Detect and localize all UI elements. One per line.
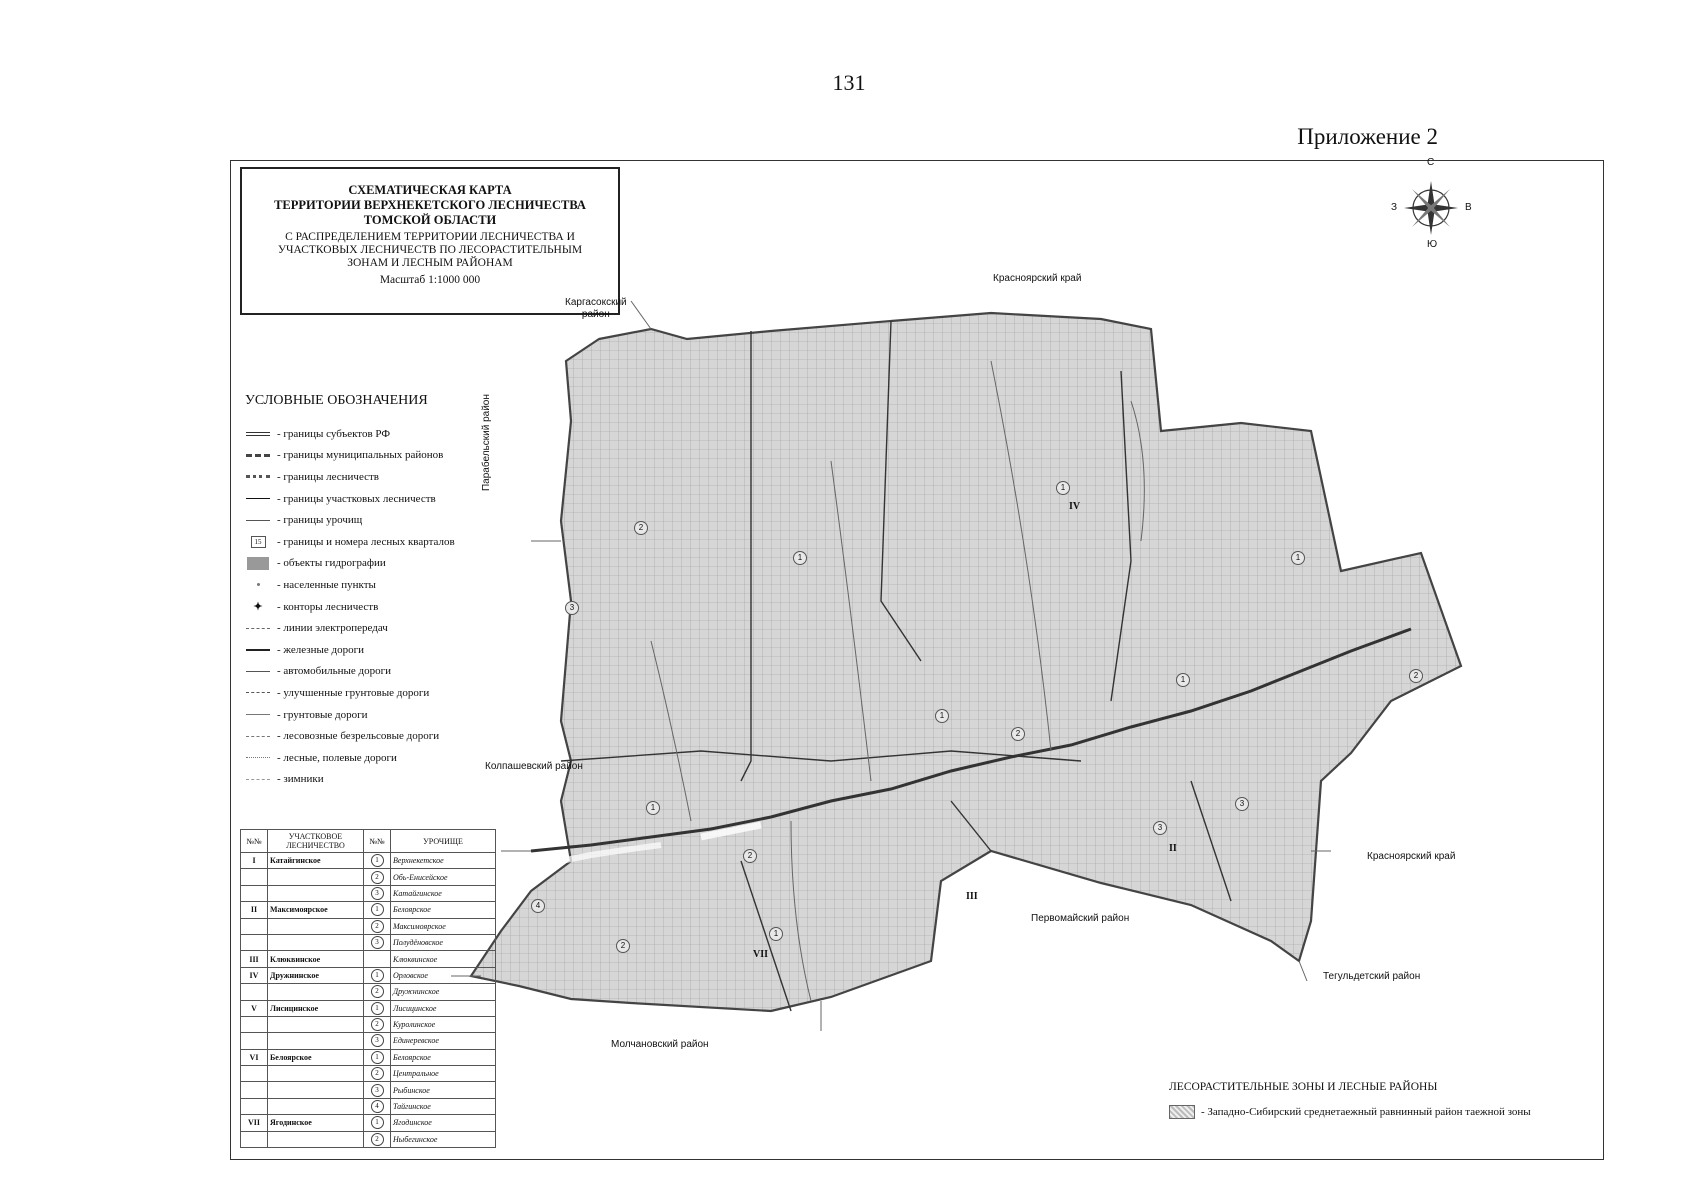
- legend-item: [245, 574, 455, 596]
- label-krasnoyarsk-top: Красноярский край: [993, 273, 1082, 284]
- label-tegul: Тегульдетский район: [1323, 971, 1421, 982]
- legend-item-label: - границы субъектов РФ: [277, 427, 391, 440]
- tract-number: 2: [371, 1067, 384, 1080]
- tract-marker: 1: [793, 551, 807, 565]
- tract-name: Ныбегинское: [391, 1131, 496, 1147]
- legend-item-label: - автомобильные дороги: [277, 665, 392, 678]
- improved-dirt-road-line-icon: [245, 686, 271, 700]
- tract-marker: 4: [531, 899, 545, 913]
- table-row: [241, 1016, 496, 1032]
- legend-item-label: - лесовозные безрельсовые дороги: [277, 730, 440, 743]
- compass-north: С: [1427, 157, 1435, 168]
- legend-item-label: - границы урочищ: [277, 514, 363, 527]
- tract-name: Верхнекетское: [391, 853, 496, 869]
- forestry-number: V: [241, 1000, 268, 1016]
- tract-marker: 1: [1056, 481, 1070, 495]
- table-row: [241, 1049, 496, 1065]
- tract-marker: 1: [646, 801, 660, 815]
- forestry-number: [241, 869, 268, 885]
- tract-number: 3: [371, 887, 384, 900]
- tract-number: 1: [371, 854, 384, 867]
- legend-item: [245, 704, 455, 726]
- forestry-name: Клюквинское: [268, 951, 364, 967]
- legend-item: [245, 423, 455, 445]
- legend-item: [245, 596, 455, 618]
- legend-item-label: - зимники: [277, 773, 324, 786]
- forestry-number: I: [241, 853, 268, 869]
- tract-marker: 1: [1291, 551, 1305, 565]
- table-row: [241, 951, 496, 967]
- legend-item-label: - лесные, полевые дороги: [277, 751, 397, 764]
- zone-item: [1169, 1105, 1531, 1119]
- table-row: [241, 918, 496, 934]
- tract-name: Орловское: [391, 967, 496, 983]
- tract-number-cell: [364, 967, 391, 983]
- table-row: [241, 1131, 496, 1147]
- tract-number-cell: [364, 934, 391, 950]
- tract-number-cell: [364, 1016, 391, 1032]
- district-forestry-border-line-icon: [245, 492, 271, 506]
- forestry-number: VI: [241, 1049, 268, 1065]
- tract-marker: 2: [1011, 727, 1025, 741]
- legend-item: [245, 445, 455, 467]
- tract-marker: 3: [1235, 797, 1249, 811]
- tract-border-line-icon: [245, 513, 271, 527]
- tract-number-cell: [364, 1033, 391, 1049]
- forestry-name: [268, 1066, 364, 1082]
- forestry-border-line-icon: [245, 470, 271, 484]
- forestry-name: [268, 984, 364, 1000]
- tract-number: 2: [371, 871, 384, 884]
- forestry-name: [268, 1098, 364, 1114]
- tract-number: 1: [371, 969, 384, 982]
- forestry-number: [241, 1098, 268, 1114]
- label-kargasok: Каргасокский район: [565, 297, 627, 320]
- forestry-territory: [471, 313, 1461, 1011]
- dirt-road-line-icon: [245, 708, 271, 722]
- subtitle-line3: ЗОНАМ И ЛЕСНЫМ РАЙОНАМ: [347, 257, 513, 269]
- tract-number: 1: [371, 1051, 384, 1064]
- label-krasnoyarsk-right: Красноярский край: [1367, 851, 1456, 862]
- appendix-label: Приложение 2: [1297, 124, 1438, 149]
- tract-number: 1: [371, 1116, 384, 1129]
- table-row: [241, 1033, 496, 1049]
- district-marker: III: [966, 891, 978, 902]
- tract-number-cell: [364, 885, 391, 901]
- forestry-name: Катайгинское: [268, 853, 364, 869]
- tract-number-cell: [364, 1066, 391, 1082]
- table-row: [241, 853, 496, 869]
- label-pervomaisky: Первомайский район: [1031, 913, 1130, 924]
- legend-item-label: - улучшенные грунтовые дороги: [277, 686, 430, 699]
- forestry-name: [268, 1033, 364, 1049]
- settlement-dot-icon: [245, 578, 271, 592]
- legend-item-label: - железные дороги: [277, 643, 365, 656]
- legend-item-label: - границы муниципальных районов: [277, 449, 444, 462]
- title-line2: ТЕРРИТОРИИ ВЕРХНЕКЕТСКОГО ЛЕСНИЧЕСТВА: [274, 198, 586, 212]
- tract-marker: 2: [743, 849, 757, 863]
- table-header-row: [241, 830, 496, 853]
- tract-number-cell: [364, 1049, 391, 1065]
- tract-number: 3: [371, 1034, 384, 1047]
- tract-name: Лисицинское: [391, 1000, 496, 1016]
- legend-item: [245, 553, 455, 575]
- tract-marker: 2: [616, 939, 630, 953]
- compass-rose: [1381, 157, 1481, 261]
- taiga-zone-swatch: [1169, 1105, 1195, 1119]
- tract-number-cell: [364, 1000, 391, 1016]
- tract-number-cell: [364, 984, 391, 1000]
- table-header-forestry: УЧАСТКОВОЕ ЛЕСНИЧЕСТВО: [268, 830, 364, 853]
- forestry-name: Ягодинское: [268, 1115, 364, 1131]
- forestry-name: Лисицинское: [268, 1000, 364, 1016]
- table-row: [241, 1098, 496, 1114]
- municipal-border-line-icon: [245, 448, 271, 462]
- legend-item-label: - населенные пункты: [277, 578, 376, 591]
- table-header-tract-num: №№: [364, 830, 391, 853]
- forestry-name: [268, 885, 364, 901]
- forestry-name: Белоярское: [268, 1049, 364, 1065]
- tract-name: Ягодинское: [391, 1115, 496, 1131]
- legend-item: [245, 661, 455, 683]
- title-line1: СХЕМАТИЧЕСКАЯ КАРТА: [348, 183, 512, 197]
- hydrography-fill-icon: [245, 556, 271, 570]
- tract-name: Обь-Енисейское: [391, 869, 496, 885]
- table-row: [241, 902, 496, 918]
- legend-item-label: - линии электропередач: [277, 622, 388, 635]
- tract-number-cell: [364, 918, 391, 934]
- table-row: [241, 934, 496, 950]
- forestry-number: [241, 934, 268, 950]
- power-line-icon: [245, 621, 271, 635]
- title-box: [240, 167, 620, 315]
- legend-title: УСЛОВНЫЕ ОБОЗНАЧЕНИЯ: [245, 393, 428, 408]
- tract-name: Рыбинское: [391, 1082, 496, 1098]
- forestry-name: [268, 869, 364, 885]
- tract-marker: 1: [935, 709, 949, 723]
- label-parabel: Парабельский район: [481, 394, 492, 491]
- tract-name: Максимоярское: [391, 918, 496, 934]
- legend-item: [245, 531, 455, 553]
- tract-name: Белоярское: [391, 902, 496, 918]
- table-row: [241, 885, 496, 901]
- legend-item: [245, 769, 455, 791]
- tract-number-cell: [364, 1098, 391, 1114]
- forestry-number: II: [241, 902, 268, 918]
- tract-number: 2: [371, 1018, 384, 1031]
- forestry-number: VII: [241, 1115, 268, 1131]
- compass-east: В: [1465, 202, 1472, 213]
- legend-item: [245, 488, 455, 510]
- label-molchanovo: Молчановский район: [611, 1039, 709, 1050]
- tract-marker: 3: [1153, 821, 1167, 835]
- highway-line-icon: [245, 664, 271, 678]
- legend-item: [245, 725, 455, 747]
- forest-zones-legend: [1169, 1081, 1531, 1119]
- tract-number: 2: [371, 920, 384, 933]
- quarter-number-box-icon: [245, 535, 271, 549]
- tract-number: 1: [371, 1002, 384, 1015]
- tract-number-cell: [364, 951, 391, 967]
- legend-item: [245, 466, 455, 488]
- forestry-number: [241, 918, 268, 934]
- legend: [245, 423, 455, 790]
- district-marker: IV: [1069, 501, 1081, 512]
- forestry-number: [241, 984, 268, 1000]
- forestry-number: [241, 885, 268, 901]
- table-header-tract: УРОЧИЩЕ: [391, 830, 496, 853]
- quarter-number-sample: 15: [251, 536, 266, 548]
- tract-marker: 1: [769, 927, 783, 941]
- tract-marker: 2: [1409, 669, 1423, 683]
- legend-item-label: - грунтовые дороги: [277, 708, 368, 721]
- legend-item-label: - границы и номера лесных кварталов: [277, 535, 455, 548]
- table-row: [241, 984, 496, 1000]
- tract-number-cell: [364, 1131, 391, 1147]
- tract-name: Куролинское: [391, 1016, 496, 1032]
- forestry-number: III: [241, 951, 268, 967]
- map-frame: [230, 157, 1604, 1160]
- tract-name: Тайгинское: [391, 1098, 496, 1114]
- table-row: [241, 869, 496, 885]
- tract-name: Центральное: [391, 1066, 496, 1082]
- subtitle-line1: С РАСПРЕДЕЛЕНИЕМ ТЕРРИТОРИИ ЛЕСНИЧЕСТВА И: [285, 231, 575, 243]
- forestry-number: [241, 1066, 268, 1082]
- title-line3: ТОМСКОЙ ОБЛАСТИ: [363, 213, 497, 227]
- district-marker: VII: [753, 949, 769, 960]
- forestry-name: Дружнинское: [268, 967, 364, 983]
- tract-name: Клюквинское: [391, 951, 496, 967]
- forestry-number: [241, 1033, 268, 1049]
- tract-number: 3: [371, 936, 384, 949]
- legend-item: [245, 682, 455, 704]
- legend-item: [245, 617, 455, 639]
- forestry-number: [241, 1016, 268, 1032]
- legend-item-label: - объекты гидрографии: [277, 557, 386, 570]
- tract-number-cell: [364, 853, 391, 869]
- logging-road-line-icon: [245, 729, 271, 743]
- tract-number: 3: [371, 1084, 384, 1097]
- tract-name: Катайгинское: [391, 885, 496, 901]
- legend-item-label: - границы лесничеств: [277, 470, 379, 483]
- table-row: [241, 1066, 496, 1082]
- table-row: [241, 967, 496, 983]
- forestry-office-marker-icon: ✦: [253, 601, 263, 614]
- tract-name: Дружнинское: [391, 984, 496, 1000]
- subtitle-line2: УЧАСТКОВЫХ ЛЕСНИЧЕСТВ ПО ЛЕСОРАСТИТЕЛЬНЫМ: [277, 244, 583, 256]
- forestry-number: [241, 1082, 268, 1098]
- table-row: [241, 1082, 496, 1098]
- page-number: 131: [832, 70, 866, 95]
- tract-number-cell: [364, 1115, 391, 1131]
- tract-name: Белоярское: [391, 1049, 496, 1065]
- tract-name: Единеревское: [391, 1033, 496, 1049]
- tract-number-cell: [364, 1082, 391, 1098]
- table-row: [241, 1000, 496, 1016]
- tract-number: 4: [371, 1100, 384, 1113]
- forestry-name: [268, 1016, 364, 1032]
- legend-item: [245, 747, 455, 769]
- label-kolpashevo: Колпашевский район: [485, 761, 583, 772]
- forestry-name: [268, 1131, 364, 1147]
- tract-number: 2: [371, 1133, 384, 1146]
- forestry-number: [241, 1131, 268, 1147]
- map-scale: Масштаб 1:1000 000: [379, 274, 481, 286]
- forestry-name: [268, 918, 364, 934]
- tract-number-cell: [364, 902, 391, 918]
- legend-item-label: - конторы лесничеств: [277, 600, 379, 613]
- tract-number: 1: [371, 903, 384, 916]
- legend-item: [245, 639, 455, 661]
- forestry-name: [268, 934, 364, 950]
- forestry-table: [240, 829, 496, 1148]
- forestry-name: [268, 1082, 364, 1098]
- tract-marker: 2: [634, 521, 648, 535]
- table-row: [241, 1115, 496, 1131]
- forest-road-line-icon: [245, 751, 271, 765]
- zone-item-label: - Западно-Сибирский среднетаежный равнинный район таежной зоны: [1201, 1106, 1531, 1118]
- district-marker: II: [1169, 843, 1177, 854]
- table-header-num: №№: [241, 830, 268, 853]
- forestry-number: IV: [241, 967, 268, 983]
- legend-item-label: - границы участковых лесничеств: [277, 492, 436, 505]
- tract-number-cell: [364, 869, 391, 885]
- compass-south: Ю: [1427, 239, 1438, 250]
- winter-road-line-icon: [245, 772, 271, 786]
- forestry-name: Максимоярское: [268, 902, 364, 918]
- subject-border-line-icon: [245, 427, 271, 441]
- zones-title: ЛЕСОРАСТИТЕЛЬНЫЕ ЗОНЫ И ЛЕСНЫЕ РАЙОНЫ: [1169, 1081, 1438, 1093]
- railway-line-icon: [245, 643, 271, 657]
- tract-marker: 3: [565, 601, 579, 615]
- tract-number: 2: [371, 985, 384, 998]
- tract-marker: 1: [1176, 673, 1190, 687]
- legend-item: [245, 509, 455, 531]
- compass-west: З: [1391, 202, 1398, 213]
- tract-name: Полудёновское: [391, 934, 496, 950]
